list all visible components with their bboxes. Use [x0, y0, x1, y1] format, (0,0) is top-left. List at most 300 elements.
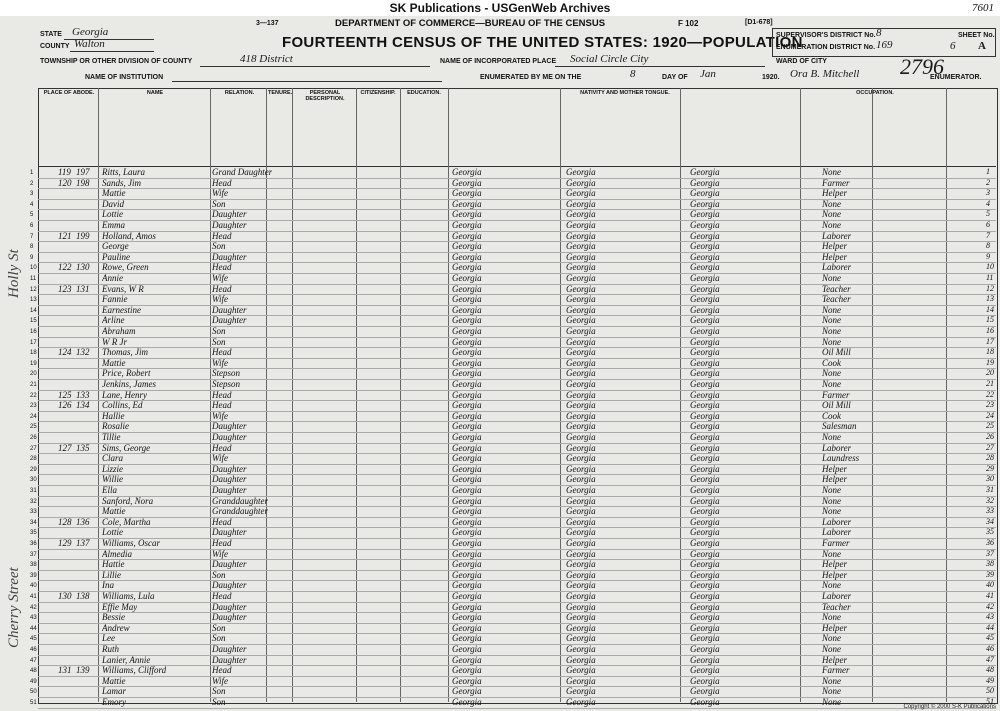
row-number: 29	[30, 466, 37, 473]
birthplace: Georgia	[452, 368, 482, 379]
dwelling-number: 126	[58, 400, 72, 411]
relation: Daughter	[212, 463, 247, 474]
relation: Daughter	[212, 474, 247, 485]
occupation: Helper	[822, 622, 847, 633]
row-number: 6	[30, 223, 34, 229]
father-birthplace: Georgia	[566, 453, 596, 464]
row-number: 19	[30, 360, 37, 367]
mother-birthplace: Georgia	[690, 326, 720, 336]
right-row-number: 35	[986, 527, 994, 537]
family-number: 130	[76, 262, 90, 273]
relation: Son	[212, 686, 226, 697]
mother-birthplace: Georgia	[690, 569, 720, 580]
row-number: 17	[30, 339, 37, 346]
mother-birthplace: Georgia	[690, 442, 720, 453]
family-number: 133	[76, 389, 90, 400]
occupation: None	[822, 675, 841, 686]
mother-birthplace: Georgia	[690, 622, 720, 633]
occupation: None	[822, 495, 841, 506]
family-number: 197	[76, 167, 90, 177]
occupation: None	[822, 548, 841, 559]
occupation: None	[822, 506, 841, 517]
father-birthplace: Georgia	[566, 442, 596, 453]
occupation: Laborer	[822, 527, 852, 538]
right-row-number: 13	[986, 294, 994, 304]
row-number: 13	[30, 297, 37, 304]
mother-birthplace: Georgia	[690, 485, 720, 495]
relation: Daughter	[212, 304, 247, 315]
relation: Son	[212, 569, 226, 580]
enumerated-month: Jan	[700, 68, 716, 80]
mother-birthplace: Georgia	[690, 198, 720, 209]
dwelling-number: 121	[58, 230, 72, 241]
relation: Daughter	[212, 209, 247, 220]
birthplace: Georgia	[452, 220, 482, 230]
person-name: Mattie	[102, 357, 126, 368]
birthplace: Georgia	[452, 241, 482, 252]
occupation: Oil Mill	[822, 347, 851, 358]
right-row-number: 7	[986, 230, 990, 240]
county-label: COUNTY	[40, 43, 70, 50]
row-number: 8	[30, 244, 34, 251]
dwelling-number: 127	[58, 442, 72, 453]
mother-birthplace: Georgia	[690, 188, 720, 199]
relation: Son	[212, 633, 226, 644]
section-citizenship: CITIZENSHIP.	[360, 90, 396, 96]
father-birthplace: Georgia	[566, 230, 596, 241]
occupation: Teacher	[822, 294, 851, 305]
birthplace: Georgia	[452, 188, 482, 199]
mother-birthplace: Georgia	[690, 665, 720, 676]
relation: Head	[212, 283, 232, 294]
right-row-number: 19	[986, 357, 994, 367]
occupation: None	[822, 644, 841, 654]
person-name: Abraham	[102, 326, 136, 336]
row-number: 40	[30, 583, 37, 590]
row-number: 16	[30, 329, 37, 335]
relation: Wife	[212, 548, 228, 559]
right-row-number: 37	[986, 548, 994, 558]
person-name: Hattie	[102, 559, 125, 570]
father-birthplace: Georgia	[566, 294, 596, 305]
county-value: Walton	[74, 38, 105, 50]
person-name: Emory	[102, 697, 126, 707]
section-occupation: OCCUPATION.	[856, 90, 894, 96]
dwelling-number: 125	[58, 389, 72, 400]
right-row-number: 11	[986, 273, 994, 282]
person-name: Lee	[102, 633, 115, 644]
father-birthplace: Georgia	[566, 273, 596, 283]
person-name: Andrew	[102, 622, 130, 633]
birthplace: Georgia	[452, 516, 482, 527]
right-row-number: 40	[986, 580, 994, 590]
mother-birthplace: Georgia	[690, 453, 720, 464]
occupation: None	[822, 326, 841, 336]
row-number: 48	[30, 668, 37, 675]
mother-birthplace: Georgia	[690, 336, 720, 347]
birthplace: Georgia	[452, 421, 482, 432]
right-row-number: 46	[986, 644, 994, 653]
row-number: 5	[30, 212, 34, 219]
person-name: Ruth	[102, 644, 119, 654]
occupation: None	[822, 167, 841, 177]
mother-birthplace: Georgia	[690, 432, 720, 442]
occupation: Laborer	[822, 262, 852, 273]
right-row-number: 18	[986, 347, 994, 357]
father-birthplace: Georgia	[566, 241, 596, 252]
right-row-number: 50	[986, 686, 994, 696]
mother-birthplace: Georgia	[690, 633, 720, 644]
row-number: 33	[30, 509, 37, 516]
occupation: None	[822, 432, 841, 442]
right-row-number: 39	[986, 569, 994, 579]
enumerator-name: Ora B. Mitchell	[790, 68, 860, 80]
row-number: 34	[30, 519, 37, 526]
occupation: Laborer	[822, 230, 852, 241]
section-name: NAME	[146, 90, 164, 96]
relation: Head	[212, 591, 232, 601]
father-birthplace: Georgia	[566, 188, 596, 199]
person-name: Rowe, Green	[102, 262, 149, 273]
father-birthplace: Georgia	[566, 209, 596, 220]
dwelling-number: 131	[58, 665, 72, 676]
row-number: 2	[30, 180, 34, 187]
mother-birthplace: Georgia	[690, 347, 720, 358]
birthplace: Georgia	[452, 612, 482, 623]
birthplace: Georgia	[452, 432, 482, 442]
person-name: Jenkins, James	[102, 379, 156, 389]
row-number: 39	[30, 572, 37, 579]
father-birthplace: Georgia	[566, 516, 596, 527]
person-name: Ella	[102, 485, 117, 495]
right-row-number: 28	[986, 453, 994, 463]
township-value: 418 District	[240, 53, 293, 65]
right-row-number: 6	[986, 220, 990, 229]
mother-birthplace: Georgia	[690, 294, 720, 305]
dwelling-number: 129	[58, 538, 72, 548]
relation: Stepson	[212, 379, 240, 389]
family-number: 198	[76, 177, 90, 188]
person-name: Almedia	[102, 548, 132, 559]
row-number: 7	[30, 233, 34, 240]
right-row-number: 44	[986, 622, 994, 632]
father-birthplace: Georgia	[566, 580, 596, 591]
relation: Head	[212, 516, 232, 527]
right-row-number: 25	[986, 421, 994, 431]
person-name: Mattie	[102, 506, 126, 517]
dwelling-number: 119	[58, 167, 71, 177]
birthplace: Georgia	[452, 315, 482, 326]
row-number: 20	[30, 371, 37, 378]
mother-birthplace: Georgia	[690, 400, 720, 411]
person-name: Effie May	[102, 601, 138, 612]
supervisor-value: 8	[876, 27, 882, 39]
birthplace: Georgia	[452, 198, 482, 209]
row-number: 50	[30, 689, 37, 696]
relation: Grand Daughter	[212, 167, 273, 177]
right-row-number: 34	[986, 516, 994, 526]
person-name: Williams, Oscar	[102, 538, 161, 548]
occupation: None	[822, 580, 841, 591]
right-row-number: 33	[986, 506, 994, 516]
row-number: 14	[30, 307, 37, 314]
relation: Daughter	[212, 612, 247, 623]
occupation: Helper	[822, 474, 847, 485]
sheet-label: SHEET No.	[958, 32, 995, 39]
relation: Daughter	[212, 315, 247, 326]
family-number: 137	[76, 538, 90, 548]
person-name: Tillie	[102, 432, 121, 442]
mother-birthplace: Georgia	[690, 538, 720, 548]
margin-note-holly: Holly St	[6, 249, 22, 298]
section-nativity: NATIVITY AND MOTHER TONGUE.	[580, 90, 670, 96]
relation: Head	[212, 665, 232, 676]
birthplace: Georgia	[452, 665, 482, 676]
mother-birthplace: Georgia	[690, 220, 720, 230]
family-number: 199	[76, 230, 90, 241]
birthplace: Georgia	[452, 167, 482, 177]
mother-birthplace: Georgia	[690, 241, 720, 252]
father-birthplace: Georgia	[566, 686, 596, 697]
relation: Son	[212, 622, 226, 633]
mother-birthplace: Georgia	[690, 495, 720, 506]
row-number: 32	[30, 498, 37, 505]
right-row-number: 14	[986, 304, 994, 314]
mother-birthplace: Georgia	[690, 591, 720, 601]
father-birthplace: Georgia	[566, 315, 596, 326]
right-row-number: 30	[986, 474, 994, 484]
father-birthplace: Georgia	[566, 357, 596, 368]
row-number: 25	[30, 424, 37, 431]
right-row-number: 24	[986, 410, 994, 420]
occupation: None	[822, 697, 841, 707]
father-birthplace: Georgia	[566, 506, 596, 517]
relation: Head	[212, 389, 232, 400]
person-name: Earnestine	[102, 304, 141, 315]
father-birthplace: Georgia	[566, 559, 596, 570]
father-birthplace: Georgia	[566, 379, 596, 389]
occupation: Helper	[822, 241, 847, 252]
birthplace: Georgia	[452, 697, 482, 707]
row-number: 42	[30, 604, 37, 611]
birthplace: Georgia	[452, 538, 482, 548]
relation: Stepson	[212, 368, 240, 379]
row-number: 27	[30, 445, 37, 452]
right-row-number: 1	[986, 167, 990, 176]
father-birthplace: Georgia	[566, 474, 596, 485]
birthplace: Georgia	[452, 273, 482, 283]
right-row-number: 43	[986, 612, 994, 622]
right-row-number: 12	[986, 283, 994, 293]
person-name: Rosalie	[102, 421, 129, 432]
row-number: 31	[30, 488, 37, 494]
birthplace: Georgia	[452, 400, 482, 411]
person-name: Annie	[102, 273, 123, 283]
mother-birthplace: Georgia	[690, 357, 720, 368]
row-number: 30	[30, 477, 37, 484]
mother-birthplace: Georgia	[690, 580, 720, 591]
occupation: Salesman	[822, 421, 857, 432]
occupation: None	[822, 209, 841, 220]
father-birthplace: Georgia	[566, 283, 596, 294]
row-number: 18	[30, 350, 37, 357]
father-birthplace: Georgia	[566, 569, 596, 580]
relation: Son	[212, 198, 226, 209]
row-number: 21	[30, 382, 37, 388]
day-of-label: DAY OF	[662, 74, 688, 81]
birthplace: Georgia	[452, 527, 482, 538]
occupation: Laundress	[822, 453, 860, 464]
sheet-value: 6	[950, 40, 956, 52]
birthplace: Georgia	[452, 591, 482, 601]
father-birthplace: Georgia	[566, 400, 596, 411]
relation: Son	[212, 336, 226, 347]
enumeration-value: 169	[876, 39, 893, 51]
right-row-number: 3	[986, 188, 990, 198]
birthplace: Georgia	[452, 442, 482, 453]
relation: Daughter	[212, 432, 247, 442]
mother-birthplace: Georgia	[690, 167, 720, 177]
right-row-number: 31	[986, 485, 994, 494]
relation: Granddaughter	[212, 495, 268, 506]
father-birthplace: Georgia	[566, 336, 596, 347]
person-name: Lanier, Annie	[102, 654, 151, 665]
father-birthplace: Georgia	[566, 262, 596, 273]
family-number: 131	[76, 283, 90, 294]
person-name: W R Jr	[102, 336, 127, 347]
person-name: Williams, Clifford	[102, 665, 167, 676]
occupation: None	[822, 315, 841, 326]
section-personal: PERSONAL DESCRIPTION.	[305, 90, 345, 102]
mother-birthplace: Georgia	[690, 548, 720, 559]
mother-birthplace: Georgia	[690, 463, 720, 474]
birthplace: Georgia	[452, 506, 482, 517]
right-row-number: 26	[986, 432, 994, 441]
enumerated-label: ENUMERATED BY ME ON THE	[480, 74, 582, 81]
row-number: 44	[30, 625, 37, 632]
birthplace: Georgia	[452, 262, 482, 273]
dwelling-number: 123	[58, 283, 72, 294]
mother-birthplace: Georgia	[690, 697, 720, 707]
sheet-code: F 102	[678, 19, 699, 28]
father-birthplace: Georgia	[566, 675, 596, 686]
person-name: Evans, W R	[102, 283, 144, 294]
right-row-number: 16	[986, 326, 994, 335]
form-number: 3—137	[256, 20, 279, 27]
person-name: Lane, Henry	[102, 389, 147, 400]
birthplace: Georgia	[452, 453, 482, 464]
relation: Son	[212, 326, 226, 336]
mother-birthplace: Georgia	[690, 601, 720, 612]
year-label: 1920.	[762, 74, 780, 81]
occupation: Farmer	[822, 389, 850, 400]
father-birthplace: Georgia	[566, 485, 596, 495]
person-name: Thomas, Jim	[102, 347, 149, 358]
father-birthplace: Georgia	[566, 326, 596, 336]
row-number: 15	[30, 318, 37, 325]
father-birthplace: Georgia	[566, 591, 596, 601]
right-row-number: 32	[986, 495, 994, 505]
mother-birthplace: Georgia	[690, 368, 720, 379]
mother-birthplace: Georgia	[690, 527, 720, 538]
birthplace: Georgia	[452, 177, 482, 188]
birthplace: Georgia	[452, 675, 482, 686]
occupation: Oil Mill	[822, 400, 851, 411]
occupation: Helper	[822, 654, 847, 665]
row-number: 9	[30, 254, 34, 261]
occupation: Farmer	[822, 177, 850, 188]
person-name: Bessie	[102, 612, 125, 623]
dwelling-number: 128	[58, 516, 72, 527]
relation: Wife	[212, 273, 228, 283]
occupation: Laborer	[822, 591, 852, 601]
father-birthplace: Georgia	[566, 527, 596, 538]
birthplace: Georgia	[452, 686, 482, 697]
birthplace: Georgia	[452, 463, 482, 474]
mother-birthplace: Georgia	[690, 262, 720, 273]
family-number: 134	[76, 400, 90, 411]
father-birthplace: Georgia	[566, 177, 596, 188]
father-birthplace: Georgia	[566, 665, 596, 676]
right-row-number: 45	[986, 633, 994, 643]
relation: Daughter	[212, 654, 247, 665]
person-name: Mattie	[102, 188, 126, 199]
family-number: 139	[76, 665, 90, 676]
right-row-number: 38	[986, 559, 994, 569]
birthplace: Georgia	[452, 379, 482, 389]
occupation: None	[822, 336, 841, 347]
right-row-number: 47	[986, 654, 994, 664]
birthplace: Georgia	[452, 209, 482, 220]
row-number: 11	[30, 276, 37, 282]
row-number: 41	[30, 594, 37, 600]
mother-birthplace: Georgia	[690, 612, 720, 623]
father-birthplace: Georgia	[566, 389, 596, 400]
family-number: 136	[76, 516, 90, 527]
birthplace: Georgia	[452, 410, 482, 421]
right-row-number: 2	[986, 177, 990, 187]
birthplace: Georgia	[452, 230, 482, 241]
right-row-number: 36	[986, 538, 994, 547]
incorporated-value: Social Circle City	[570, 53, 649, 65]
birthplace: Georgia	[452, 294, 482, 305]
person-name: Holland, Amos	[102, 230, 156, 241]
birthplace: Georgia	[452, 336, 482, 347]
birthplace: Georgia	[452, 251, 482, 262]
person-name: Lizzie	[102, 463, 124, 474]
birthplace: Georgia	[452, 389, 482, 400]
right-row-number: 15	[986, 315, 994, 325]
mother-birthplace: Georgia	[690, 273, 720, 283]
person-name: Willie	[102, 474, 123, 485]
incorporated-label: NAME OF INCORPORATED PLACE	[440, 58, 557, 65]
person-name: Hallie	[102, 410, 125, 421]
row-number: 10	[30, 265, 37, 272]
person-name: Williams, Lula	[102, 591, 155, 601]
right-row-number: 42	[986, 601, 994, 611]
family-number: 138	[76, 591, 90, 601]
relation: Daughter	[212, 527, 247, 538]
father-birthplace: Georgia	[566, 612, 596, 623]
occupation: Helper	[822, 188, 847, 199]
mother-birthplace: Georgia	[690, 389, 720, 400]
row-number: 23	[30, 403, 37, 410]
row-number: 26	[30, 435, 37, 441]
township-label: TOWNSHIP OR OTHER DIVISION OF COUNTY	[40, 58, 193, 65]
relation: Daughter	[212, 421, 247, 432]
mother-birthplace: Georgia	[690, 177, 720, 188]
father-birthplace: Georgia	[566, 410, 596, 421]
